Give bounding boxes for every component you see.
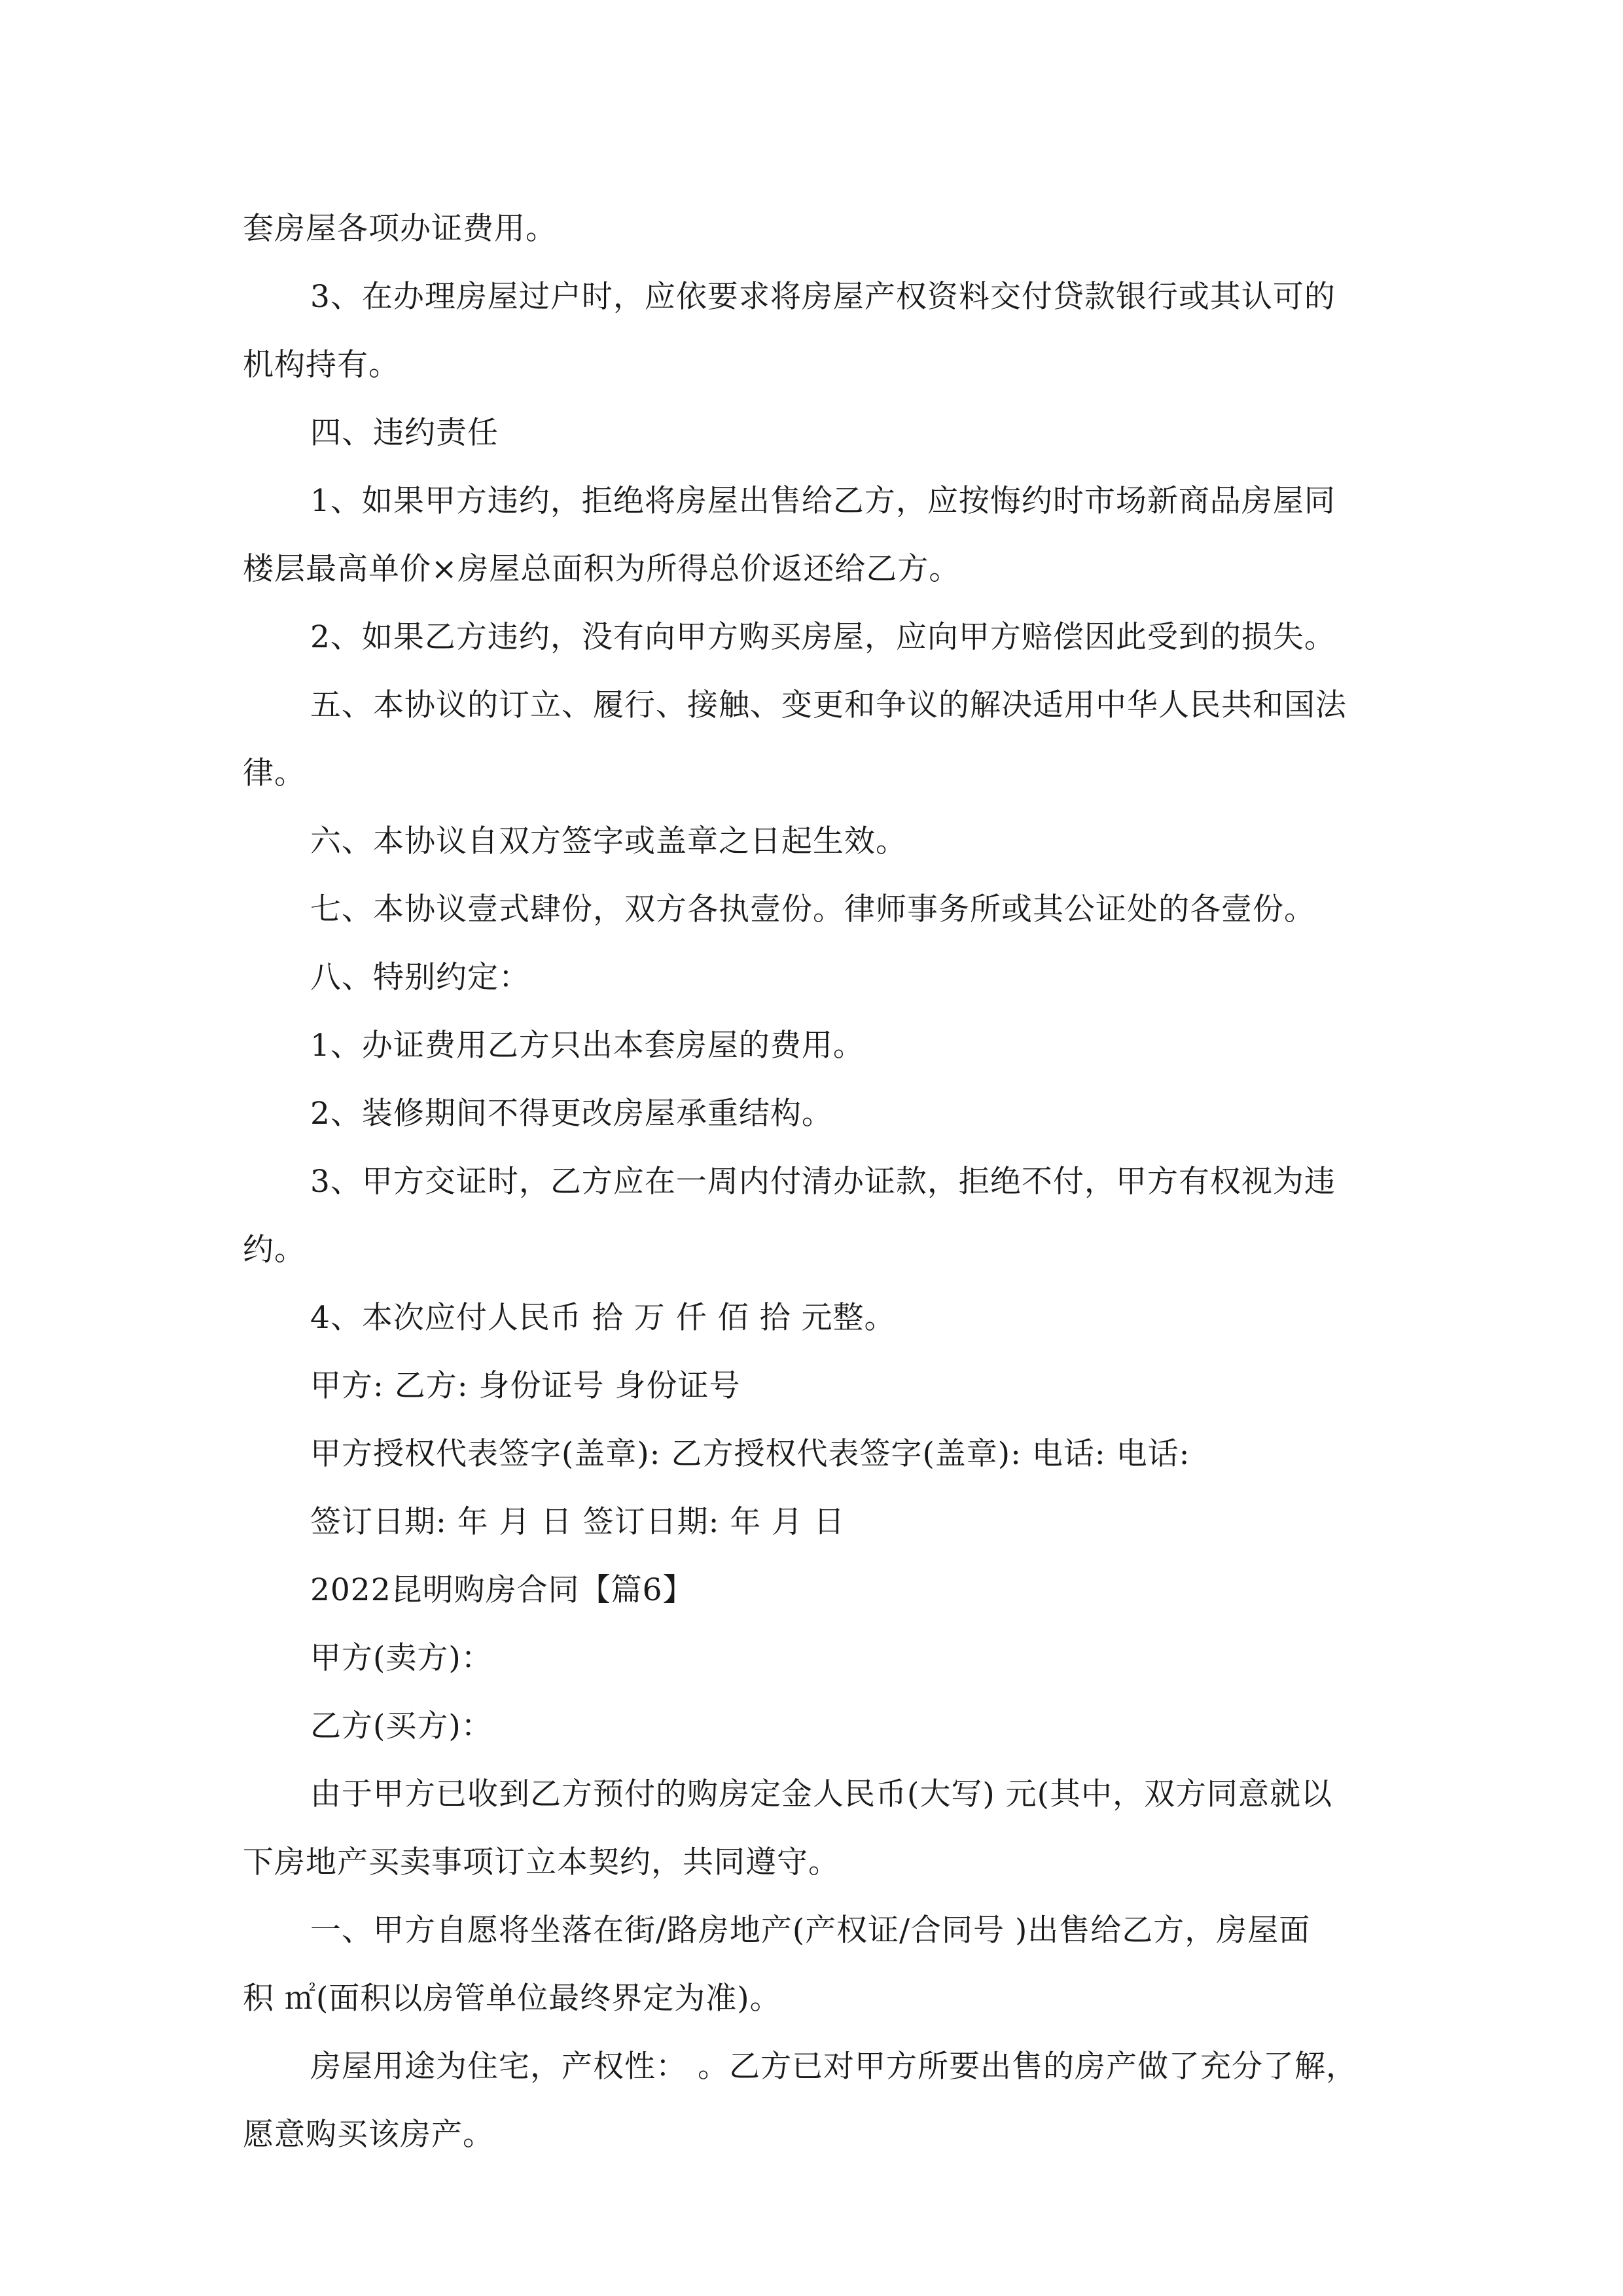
text-line: 由于甲方已收到乙方预付的购房定金人民币(大写) 元(其中，双方同意就以 bbox=[310, 1776, 1332, 1812]
text-line: 愿意购买该房产。 bbox=[243, 2117, 494, 2153]
section-heading: 四、违约责任 bbox=[310, 415, 499, 451]
text-line: 一、甲方自愿将坐落在街/路房地产(产权证/合同号 )出售给乙方，房屋面 bbox=[310, 1912, 1311, 1948]
text-line: 3、甲方交证时，乙方应在一周内付清办证款，拒绝不付，甲方有权视为违 bbox=[310, 1164, 1336, 1200]
text-line: 2、装修期间不得更改房屋承重结构。 bbox=[310, 1096, 833, 1132]
text-line: 4、本次应付人民币 拾 万 仟 佰 拾 元整。 bbox=[310, 1300, 896, 1336]
text-line: 积 ㎡(面积以房管单位最终界定为准)。 bbox=[243, 1981, 781, 2017]
signature-line: 甲方: 乙方: 身份证号 身份证号 bbox=[310, 1368, 741, 1404]
text-line: 下房地产买卖事项订立本契约，共同遵守。 bbox=[243, 1844, 840, 1880]
text-line: 六、本协议自双方签字或盖章之日起生效。 bbox=[310, 823, 907, 859]
text-line: 约。 bbox=[243, 1232, 306, 1268]
document-body bbox=[243, 195, 1382, 2169]
text-line: 1、办证费用乙方只出本套房屋的费用。 bbox=[310, 1028, 865, 1064]
text-line: 1、如果甲方违约，拒绝将房屋出售给乙方，应按悔约时市场新商品房屋同 bbox=[310, 483, 1336, 519]
text-line: 机构持有。 bbox=[243, 347, 400, 383]
text-line: 五、本协议的订立、履行、接触、变更和争议的解决适用中华人民共和国法 bbox=[310, 687, 1347, 723]
text-line: 房屋用途为住宅，产权性： 。乙方已对甲方所要出售的房产做了充分了解， bbox=[310, 2049, 1357, 2085]
text-line: 律。 bbox=[243, 755, 306, 791]
text-line: 七、本协议壹式肆份，双方各执壹份。律师事务所或其公证处的各壹份。 bbox=[310, 891, 1315, 927]
text-line: 楼层最高单价×房屋总面积为所得总价返还给乙方。 bbox=[243, 551, 961, 587]
date-line: 签订日期: 年 月 日 签订日期: 年 月 日 bbox=[310, 1504, 846, 1540]
party-line: 甲方(卖方)： bbox=[310, 1640, 493, 1676]
section-heading: 八、特别约定： bbox=[310, 960, 530, 996]
party-line: 乙方(买方)： bbox=[310, 1708, 493, 1744]
signature-line: 甲方授权代表签字(盖章): 乙方授权代表签字(盖章): 电话: 电话: bbox=[310, 1436, 1190, 1472]
text-line: 套房屋各项办证费用。 bbox=[243, 211, 557, 247]
contract-title: 2022昆明购房合同【篇6】 bbox=[310, 1572, 694, 1608]
text-line: 2、如果乙方违约，没有向甲方购买房屋，应向甲方赔偿因此受到的损失。 bbox=[310, 619, 1336, 655]
text-line: 3、在办理房屋过户时，应依要求将房屋产权资料交付贷款银行或其认可的 bbox=[310, 279, 1336, 315]
